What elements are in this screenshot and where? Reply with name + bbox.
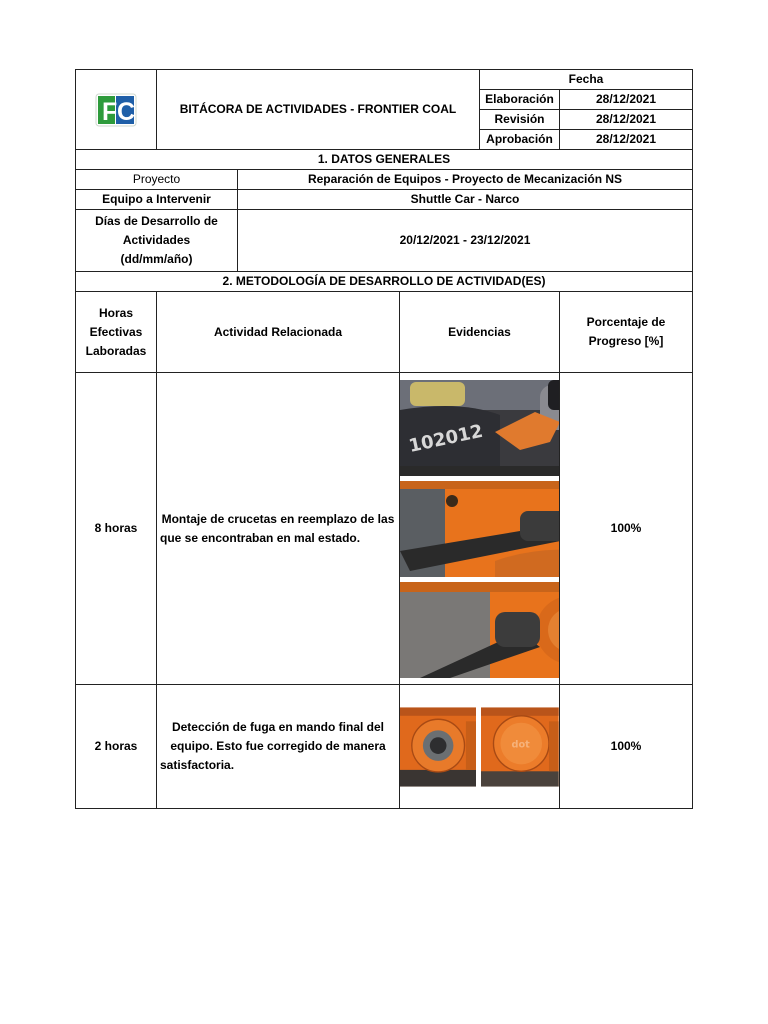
elaboracion-date: 28/12/2021 xyxy=(560,90,693,110)
activity-log-document xyxy=(75,69,692,803)
proyecto-label: Proyecto xyxy=(76,170,238,190)
dias-label-line2: Actividades xyxy=(122,233,191,247)
logo-icon xyxy=(95,93,137,127)
svg-text:102012: 102012 xyxy=(406,420,485,457)
equipo-label: Equipo a Intervenir xyxy=(76,190,238,210)
evidencias-cell xyxy=(400,373,560,685)
col-progreso-line2: Progreso [%] xyxy=(588,334,664,348)
dias-label-line3: (dd/mm/año) xyxy=(120,252,193,266)
evidencias-cell xyxy=(400,685,560,809)
aprobacion-date: 28/12/2021 xyxy=(560,130,693,150)
col-horas-header xyxy=(76,292,157,373)
evidence-photo-final-drive-leak xyxy=(400,690,476,804)
horas-cell: 8 horas xyxy=(76,373,157,685)
progreso-cell: 100% xyxy=(560,685,693,809)
document-title: BITÁCORA DE ACTIVIDADES - FRONTIER COAL xyxy=(157,70,480,150)
col-progreso-line1: Porcentaje de xyxy=(586,315,666,329)
activity-row xyxy=(76,373,693,685)
evidence-photo-crosshead-repair xyxy=(400,380,560,476)
evidence-photo-final-drive-repaired xyxy=(481,690,559,804)
fecha-label: Fecha xyxy=(480,70,693,90)
progreso-cell: 100% xyxy=(560,373,693,685)
svg-text:dot: dot xyxy=(511,739,531,751)
dias-value: 20/12/2021 - 23/12/2021 xyxy=(238,210,693,272)
svg-text:F: F xyxy=(102,97,118,126)
aprobacion-label: Aprobación xyxy=(480,130,560,150)
dias-label xyxy=(76,210,238,272)
horas-cell: 2 horas xyxy=(76,685,157,809)
evidence-photo-driveshaft-installed xyxy=(400,481,560,577)
revision-date: 28/12/2021 xyxy=(560,110,693,130)
equipo-value: Shuttle Car - Narco xyxy=(238,190,693,210)
col-horas-line1: Horas xyxy=(98,305,133,320)
activity-log-table xyxy=(75,69,693,809)
col-progreso-header xyxy=(560,292,693,373)
proyecto-value: Reparación de Equipos - Proyecto de Mecanización NS xyxy=(238,170,693,190)
evidence-photo-universal-joint xyxy=(400,582,560,678)
revision-label: Revisión xyxy=(480,110,560,130)
frontier-coal-logo xyxy=(95,93,137,127)
col-horas-line2: Efectivas xyxy=(89,324,143,339)
company-logo-cell xyxy=(76,70,157,150)
col-actividad-header: Actividad Relacionada xyxy=(157,292,400,373)
col-horas-line3: Laboradas xyxy=(85,343,147,358)
actividad-cell: Montaje de crucetas en reemplazo de las que se encontraban en mal estado. xyxy=(157,373,400,685)
activity-row xyxy=(76,685,693,809)
svg-text:C: C xyxy=(117,97,136,126)
col-evidencias-header: Evidencias xyxy=(400,292,560,373)
section-2-title: 2. METODOLOGÍA DE DESARROLLO DE ACTIVIDAD(ES) xyxy=(76,272,693,292)
elaboracion-label: Elaboración xyxy=(480,90,560,110)
actividad-cell: Detección de fuga en mando final del equipo. Esto fue corregido de manera satisfactoria. xyxy=(157,685,400,809)
section-1-title: 1. DATOS GENERALES xyxy=(76,150,693,170)
dias-label-line1: Días de Desarrollo de xyxy=(95,214,218,228)
